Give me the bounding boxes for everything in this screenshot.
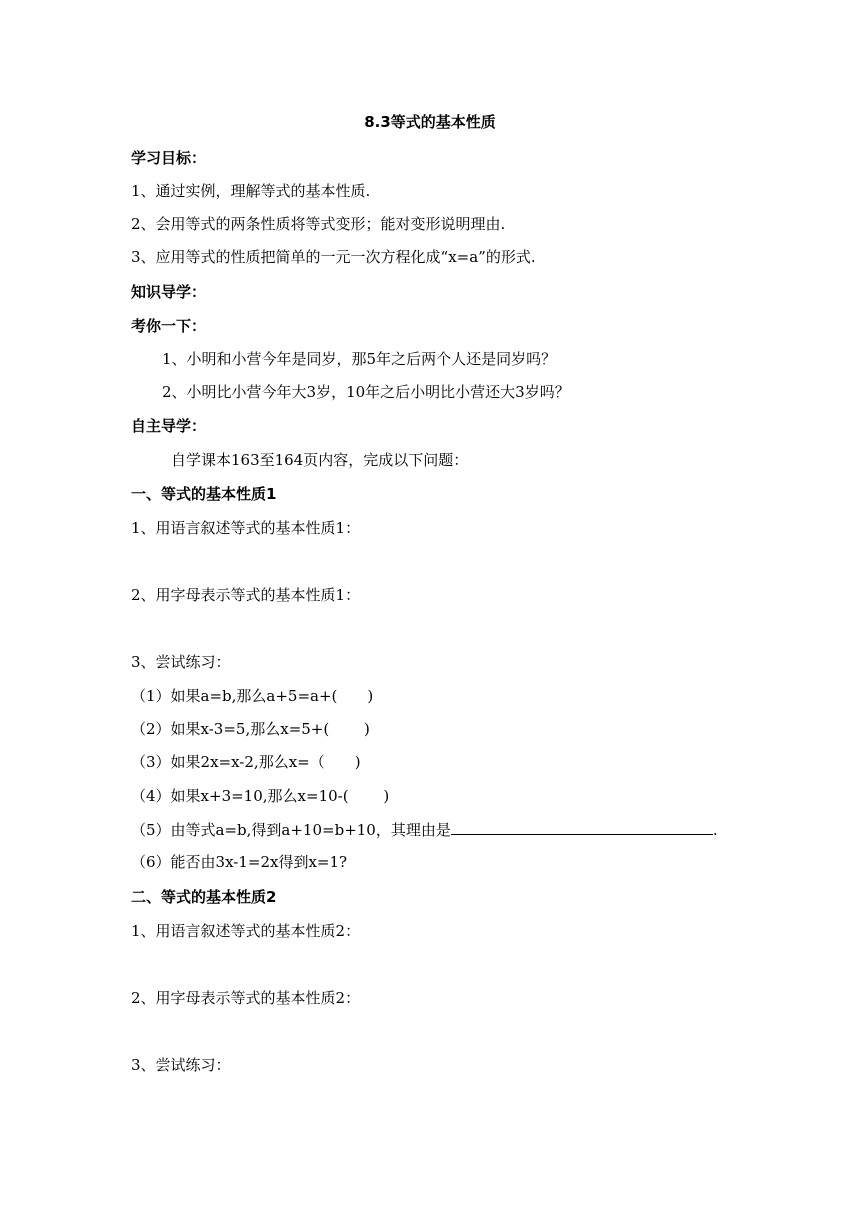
exercise-item-5: [131, 819, 718, 840]
section1-question-2: 2、用字母表示等式的基本性质1：: [131, 586, 361, 604]
exercise-5-text: （5）由等式a=b,得到a+10=b+10，其理由是: [131, 821, 451, 839]
objectives-heading: 学习目标：: [131, 149, 207, 167]
objective-item: 1、通过实例，理解等式的基本性质.: [131, 182, 371, 200]
section1-heading: 一、等式的基本性质1: [131, 485, 277, 503]
quiz-item: 1、小明和小营今年是同岁，那5年之后两个人还是同岁吗？: [162, 350, 557, 368]
quiz-item: 2、小明比小营今年大3岁，10年之后小明比小营还大3岁吗？: [162, 383, 570, 401]
self-study-text: 自学课本163至164页内容，完成以下问题：: [171, 451, 469, 469]
exercise-5-period: .: [712, 821, 718, 839]
answer-blank-line: [451, 819, 713, 835]
section1-question-1: 1、用语言叙述等式的基本性质1：: [131, 519, 361, 537]
exercise-item: （4）如果x+3=10,那么x=10-( ): [131, 787, 390, 805]
section2-question-1: 1、用语言叙述等式的基本性质2：: [131, 922, 361, 940]
objective-item: 3、应用等式的性质把简单的一元一次方程化成“x=a”的形式.: [131, 248, 536, 266]
exercise-item: （3）如果2x=x-2,那么x=（ ): [131, 753, 361, 771]
section2-question-3: 3、尝试练习：: [131, 1056, 231, 1074]
page-title: 8.3等式的基本性质: [364, 113, 496, 131]
guide-heading: 知识导学：: [131, 283, 207, 301]
exercise-item: （2）如果x-3=5,那么x=5+( ): [131, 720, 370, 738]
section2-heading: 二、等式的基本性质2: [131, 888, 277, 906]
objective-item: 2、会用等式的两条性质将等式变形；能对变形说明理由.: [131, 215, 506, 233]
section1-question-3: 3、尝试练习：: [131, 653, 231, 671]
section2-question-2: 2、用字母表示等式的基本性质2：: [131, 989, 361, 1007]
quiz-heading: 考你一下：: [131, 317, 207, 335]
exercise-item: （6）能否由3x-1=2x得到x=1?: [131, 853, 348, 871]
self-study-heading: 自主导学：: [131, 417, 207, 435]
exercise-item: （1）如果a=b,那么a+5=a+( ): [131, 687, 374, 705]
